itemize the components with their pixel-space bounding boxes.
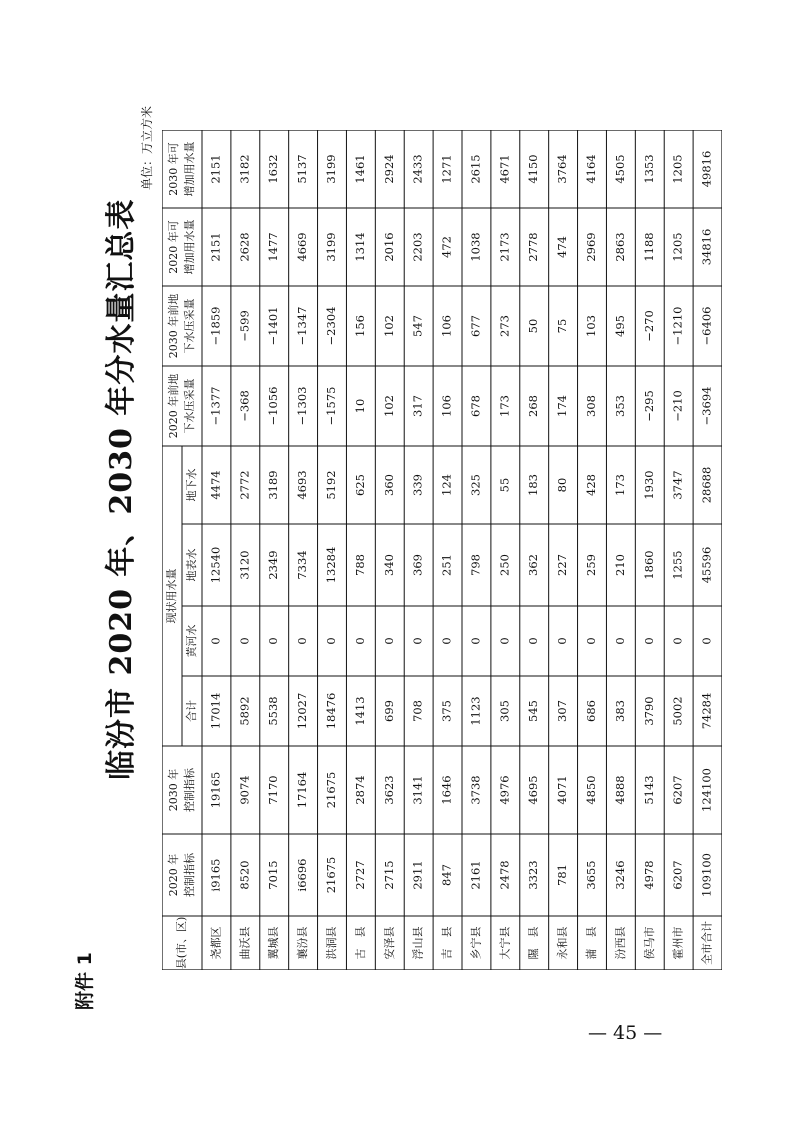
cell-gw2030: −1859: [208, 306, 223, 346]
county-name: 襄汾县: [296, 926, 310, 960]
county-name: 汾西县: [613, 926, 627, 960]
cell-quota2030: 9074: [237, 775, 252, 805]
cell-gw2020: −1056: [266, 386, 281, 426]
cell-ground: 360: [381, 474, 396, 496]
cell-quota2020: 2727: [352, 860, 367, 890]
cell-add2020: 1205: [670, 232, 685, 262]
county-name: 大宁县: [498, 926, 512, 960]
cell-surface: 259: [584, 554, 598, 576]
cell-quota2030: 19165: [208, 771, 223, 809]
cell-gw2030: 495: [612, 315, 627, 337]
header-add2030-line1: 2030 年可: [167, 142, 180, 196]
cell-quota2020: 2478: [497, 860, 512, 890]
county-name: 尧都区: [209, 926, 223, 960]
cell-add2020: 1477: [266, 232, 281, 262]
cell-add2020: 2778: [526, 232, 541, 262]
county-name: 吉 县: [440, 926, 454, 960]
cell-add2030: 1205: [670, 154, 685, 184]
cell-ground: 173: [612, 474, 627, 496]
county-name: 古 县: [353, 926, 367, 960]
cell-gw2020: 10: [352, 398, 367, 414]
cell-quota2020: i9165: [208, 858, 223, 892]
cell-add2020: 1188: [641, 232, 656, 262]
cell-yellow: 0: [699, 637, 714, 645]
cell-ground: 325: [468, 474, 483, 496]
county-name: 隰 县: [527, 926, 541, 960]
cell-surface: 788: [352, 554, 367, 576]
cell-ground: 339: [410, 474, 425, 496]
cell-yellow: 0: [641, 637, 656, 645]
cell-surface: 227: [555, 554, 570, 576]
cell-quota2020: 3246: [612, 860, 627, 890]
cell-yellow: 0: [612, 637, 627, 645]
cell-add2020: 4669: [295, 232, 310, 262]
cell-ground: 3189: [266, 470, 281, 500]
header-gw2030-line2: 下水压采量: [183, 298, 196, 354]
cell-gw2020: −295: [641, 390, 656, 422]
cell-quota2030: 4850: [584, 775, 598, 805]
cell-total: 18476: [324, 692, 338, 730]
cell-add2030: 3182: [237, 154, 252, 184]
unit-note: 单位：万立方米: [140, 105, 154, 190]
cell-gw2030: −270: [641, 310, 656, 342]
county-name: 蒲 县: [585, 926, 598, 960]
cell-gw2030: 102: [381, 315, 396, 337]
cell-quota2030: 3141: [410, 775, 425, 805]
header-quota2030-line2: 控制指标: [183, 768, 196, 812]
cell-yellow: 0: [266, 637, 281, 645]
cell-gw2020: 268: [526, 395, 541, 417]
cell-gw2030: −1347: [295, 306, 310, 346]
cell-surface: 7334: [295, 550, 310, 580]
cell-quota2030: 4976: [497, 775, 512, 805]
cell-surface: 250: [497, 554, 512, 576]
cell-surface: 340: [381, 554, 396, 576]
cell-gw2020: 102: [381, 395, 396, 417]
cell-add2020: 2203: [410, 232, 425, 262]
cell-quota2020: 781: [555, 864, 570, 886]
cell-add2020: 474: [555, 236, 570, 258]
cell-gw2030: −2304: [324, 306, 338, 346]
cell-surface: 369: [410, 554, 425, 576]
cell-ground: 124: [439, 474, 454, 496]
cell-quota2030: 21675: [324, 771, 338, 809]
cell-surface: 1860: [641, 550, 656, 580]
cell-surface: 362: [526, 554, 541, 576]
cell-yellow: 0: [295, 637, 310, 645]
cell-total: 5002: [670, 696, 685, 726]
cell-surface: 2349: [266, 550, 281, 580]
header-quota2020-line2: 控制指标: [183, 853, 196, 897]
cell-quota2030: 6207: [670, 775, 685, 805]
cell-gw2030: 156: [352, 315, 367, 337]
cell-yellow: 0: [410, 637, 425, 645]
cell-ground: 55: [497, 477, 512, 493]
cell-quota2020: 8520: [237, 860, 252, 890]
cell-add2030: 1632: [266, 154, 281, 184]
cell-add2020: 2969: [584, 232, 598, 262]
county-name: 侯马市: [642, 926, 656, 960]
cell-gw2020: 678: [468, 395, 483, 417]
cell-ground: 4474: [208, 470, 223, 500]
cell-total: 375: [439, 700, 454, 722]
county-name: 安泽县: [382, 926, 396, 960]
cell-add2020: 2151: [208, 232, 223, 262]
cell-yellow: 0: [237, 637, 252, 645]
cell-gw2020: −1303: [295, 386, 310, 426]
cell-gw2020: 353: [612, 395, 627, 417]
cell-surface: 3120: [237, 550, 252, 580]
cell-gw2030: 103: [584, 315, 598, 337]
cell-total: 5538: [266, 696, 281, 726]
cell-add2030: 1271: [439, 154, 454, 184]
cell-add2030: 49816: [699, 150, 714, 188]
county-name: 全市合计: [700, 921, 714, 965]
cell-quota2020: i6696: [295, 858, 310, 892]
cell-ground: 4693: [295, 470, 310, 500]
county-name: 永和县: [556, 926, 570, 960]
cell-total: 686: [584, 700, 598, 722]
cell-add2020: 1038: [468, 232, 483, 262]
cell-gw2030: −1401: [266, 306, 281, 346]
header-add2030-line2: 增加用水量: [183, 141, 196, 197]
water-allocation-table: [162, 130, 722, 970]
cell-gw2020: −368: [237, 390, 252, 422]
header-total: 合计: [185, 700, 198, 722]
cell-quota2030: 4888: [612, 775, 627, 805]
cell-total: 3790: [641, 696, 656, 726]
cell-yellow: 0: [208, 637, 223, 645]
cell-ground: 28688: [699, 466, 714, 504]
header-yellow: 黄河水: [185, 624, 198, 658]
header-gw2020-line2: 下水压采量: [183, 378, 196, 434]
cell-gw2020: −1377: [208, 386, 223, 426]
cell-gw2030: 50: [526, 318, 541, 334]
cell-gw2030: 75: [555, 318, 570, 334]
county-name: 洪洞县: [325, 926, 338, 960]
cell-quota2030: 2874: [352, 775, 367, 805]
cell-quota2030: 7170: [266, 775, 281, 805]
header-quota2020-line1: 2020 年: [167, 853, 180, 897]
cell-gw2030: 677: [468, 315, 483, 337]
cell-surface: 798: [468, 554, 483, 576]
cell-total: 305: [497, 700, 512, 722]
cell-add2030: 2615: [468, 154, 483, 184]
header-surface: 地表水: [185, 548, 198, 582]
cell-surface: 13284: [324, 546, 338, 584]
cell-add2030: 2151: [208, 154, 223, 184]
county-name: 乡宁县: [469, 926, 483, 960]
cell-yellow: 0: [670, 637, 685, 645]
cell-gw2030: 273: [497, 315, 512, 337]
cell-gw2020: 173: [497, 395, 512, 417]
header-add2020-line2: 增加用水量: [183, 219, 196, 275]
cell-add2030: 3764: [555, 154, 570, 184]
cell-add2020: 34816: [699, 228, 714, 266]
cell-quota2030: 4071: [555, 775, 570, 805]
cell-gw2020: 174: [555, 395, 570, 417]
header-gw2020-line1: 2020 年前地: [167, 373, 180, 439]
header-gw2030-line1: 2030 年前地: [167, 293, 180, 359]
header-quota2030-line1: 2030 年: [167, 768, 180, 812]
document-title: 临汾市 2020 年、2030 年分水量汇总表: [104, 198, 139, 780]
cell-yellow: 0: [468, 637, 483, 645]
cell-gw2020: 317: [410, 395, 425, 417]
cell-yellow: 0: [497, 637, 512, 645]
cell-total: 5892: [237, 696, 252, 726]
cell-gw2030: −1210: [670, 306, 685, 346]
cell-quota2020: 109100: [699, 853, 714, 897]
cell-yellow: 0: [324, 637, 338, 645]
cell-add2030: 2924: [381, 154, 396, 184]
cell-quota2020: 3323: [526, 860, 541, 890]
cell-gw2030: −599: [237, 310, 252, 342]
cell-gw2020: −1575: [324, 386, 338, 426]
cell-quota2020: 3655: [584, 860, 598, 890]
cell-add2030: 1461: [352, 154, 367, 184]
cell-quota2020: 2161: [468, 860, 483, 890]
header-current-group: 现状用水量: [165, 568, 178, 624]
county-name: 翼城县: [267, 926, 281, 960]
cell-ground: 2772: [237, 470, 252, 500]
county-name: 霍州市: [671, 926, 685, 960]
cell-surface: 45596: [699, 546, 714, 584]
cell-ground: 625: [352, 474, 367, 496]
cell-add2020: 2173: [497, 232, 512, 262]
cell-quota2030: 3738: [468, 775, 483, 805]
cell-ground: 183: [526, 474, 541, 496]
cell-yellow: 0: [352, 637, 367, 645]
cell-add2030: 1353: [641, 154, 656, 184]
cell-quota2030: 1646: [439, 775, 454, 805]
cell-add2020: 2016: [381, 232, 396, 262]
cell-add2020: 3199: [324, 232, 338, 262]
cell-add2030: 3199: [324, 154, 338, 184]
cell-surface: 210: [612, 554, 627, 576]
cell-quota2020: 6207: [670, 860, 685, 890]
cell-surface: 251: [439, 554, 454, 576]
cell-quota2020: 847: [439, 864, 454, 886]
cell-total: 12027: [295, 692, 310, 730]
cell-yellow: 0: [526, 637, 541, 645]
cell-quota2020: 2715: [381, 860, 396, 890]
cell-add2020: 2863: [612, 232, 627, 262]
cell-total: 383: [612, 700, 627, 722]
cell-total: 699: [381, 700, 396, 722]
cell-add2030: 2433: [410, 154, 425, 184]
cell-total: 17014: [208, 692, 223, 730]
cell-quota2030: 124100: [699, 768, 714, 812]
cell-add2030: 4505: [612, 154, 627, 184]
cell-ground: 1930: [641, 470, 656, 500]
cell-total: 74284: [699, 692, 714, 730]
cell-quota2030: 4695: [526, 775, 541, 805]
cell-total: 545: [526, 700, 541, 722]
cell-total: 1413: [352, 696, 367, 726]
cell-quota2020: 2911: [410, 860, 425, 890]
cell-ground: 3747: [670, 470, 685, 500]
cell-add2020: 1314: [352, 232, 367, 262]
cell-quota2030: 3623: [381, 775, 396, 805]
cell-ground: 5192: [324, 470, 338, 500]
county-name: 曲沃县: [238, 926, 252, 960]
cell-gw2030: 547: [410, 315, 425, 337]
cell-quota2030: 5143: [641, 775, 656, 805]
cell-quota2020: 7015: [266, 860, 281, 890]
cell-add2030: 4671: [497, 154, 512, 184]
cell-add2030: 5137: [295, 154, 310, 184]
cell-add2030: 4150: [526, 154, 541, 184]
cell-gw2030: 106: [439, 315, 454, 337]
attachment-label: 附件 1: [74, 952, 96, 1010]
cell-total: 708: [410, 700, 425, 722]
header-add2020-line1: 2020 年可: [167, 220, 180, 274]
cell-gw2020: −3694: [699, 386, 714, 426]
cell-quota2030: 17164: [295, 771, 310, 809]
cell-ground: 428: [584, 474, 598, 496]
cell-gw2020: 308: [584, 395, 598, 417]
cell-surface: 12540: [208, 546, 223, 584]
cell-gw2030: −6406: [699, 306, 714, 346]
cell-quota2020: 4978: [641, 860, 656, 890]
header-county: 县(市、区): [175, 916, 188, 970]
cell-surface: 1255: [670, 550, 685, 580]
header-ground: 地下水: [185, 468, 198, 502]
cell-add2020: 472: [439, 236, 454, 258]
cell-yellow: 0: [381, 637, 396, 645]
cell-quota2020: 21675: [324, 856, 338, 894]
cell-yellow: 0: [555, 637, 570, 645]
cell-yellow: 0: [584, 637, 598, 645]
cell-add2030: 4164: [584, 154, 598, 184]
cell-ground: 80: [555, 477, 570, 493]
cell-yellow: 0: [439, 637, 454, 645]
cell-gw2020: 106: [439, 395, 454, 417]
cell-add2020: 2628: [237, 232, 252, 262]
page-number: — 45 —: [588, 1022, 663, 1044]
cell-total: 307: [555, 700, 570, 722]
cell-total: 1123: [468, 696, 483, 726]
cell-gw2020: −210: [670, 390, 685, 422]
county-name: 浮山县: [411, 926, 425, 960]
